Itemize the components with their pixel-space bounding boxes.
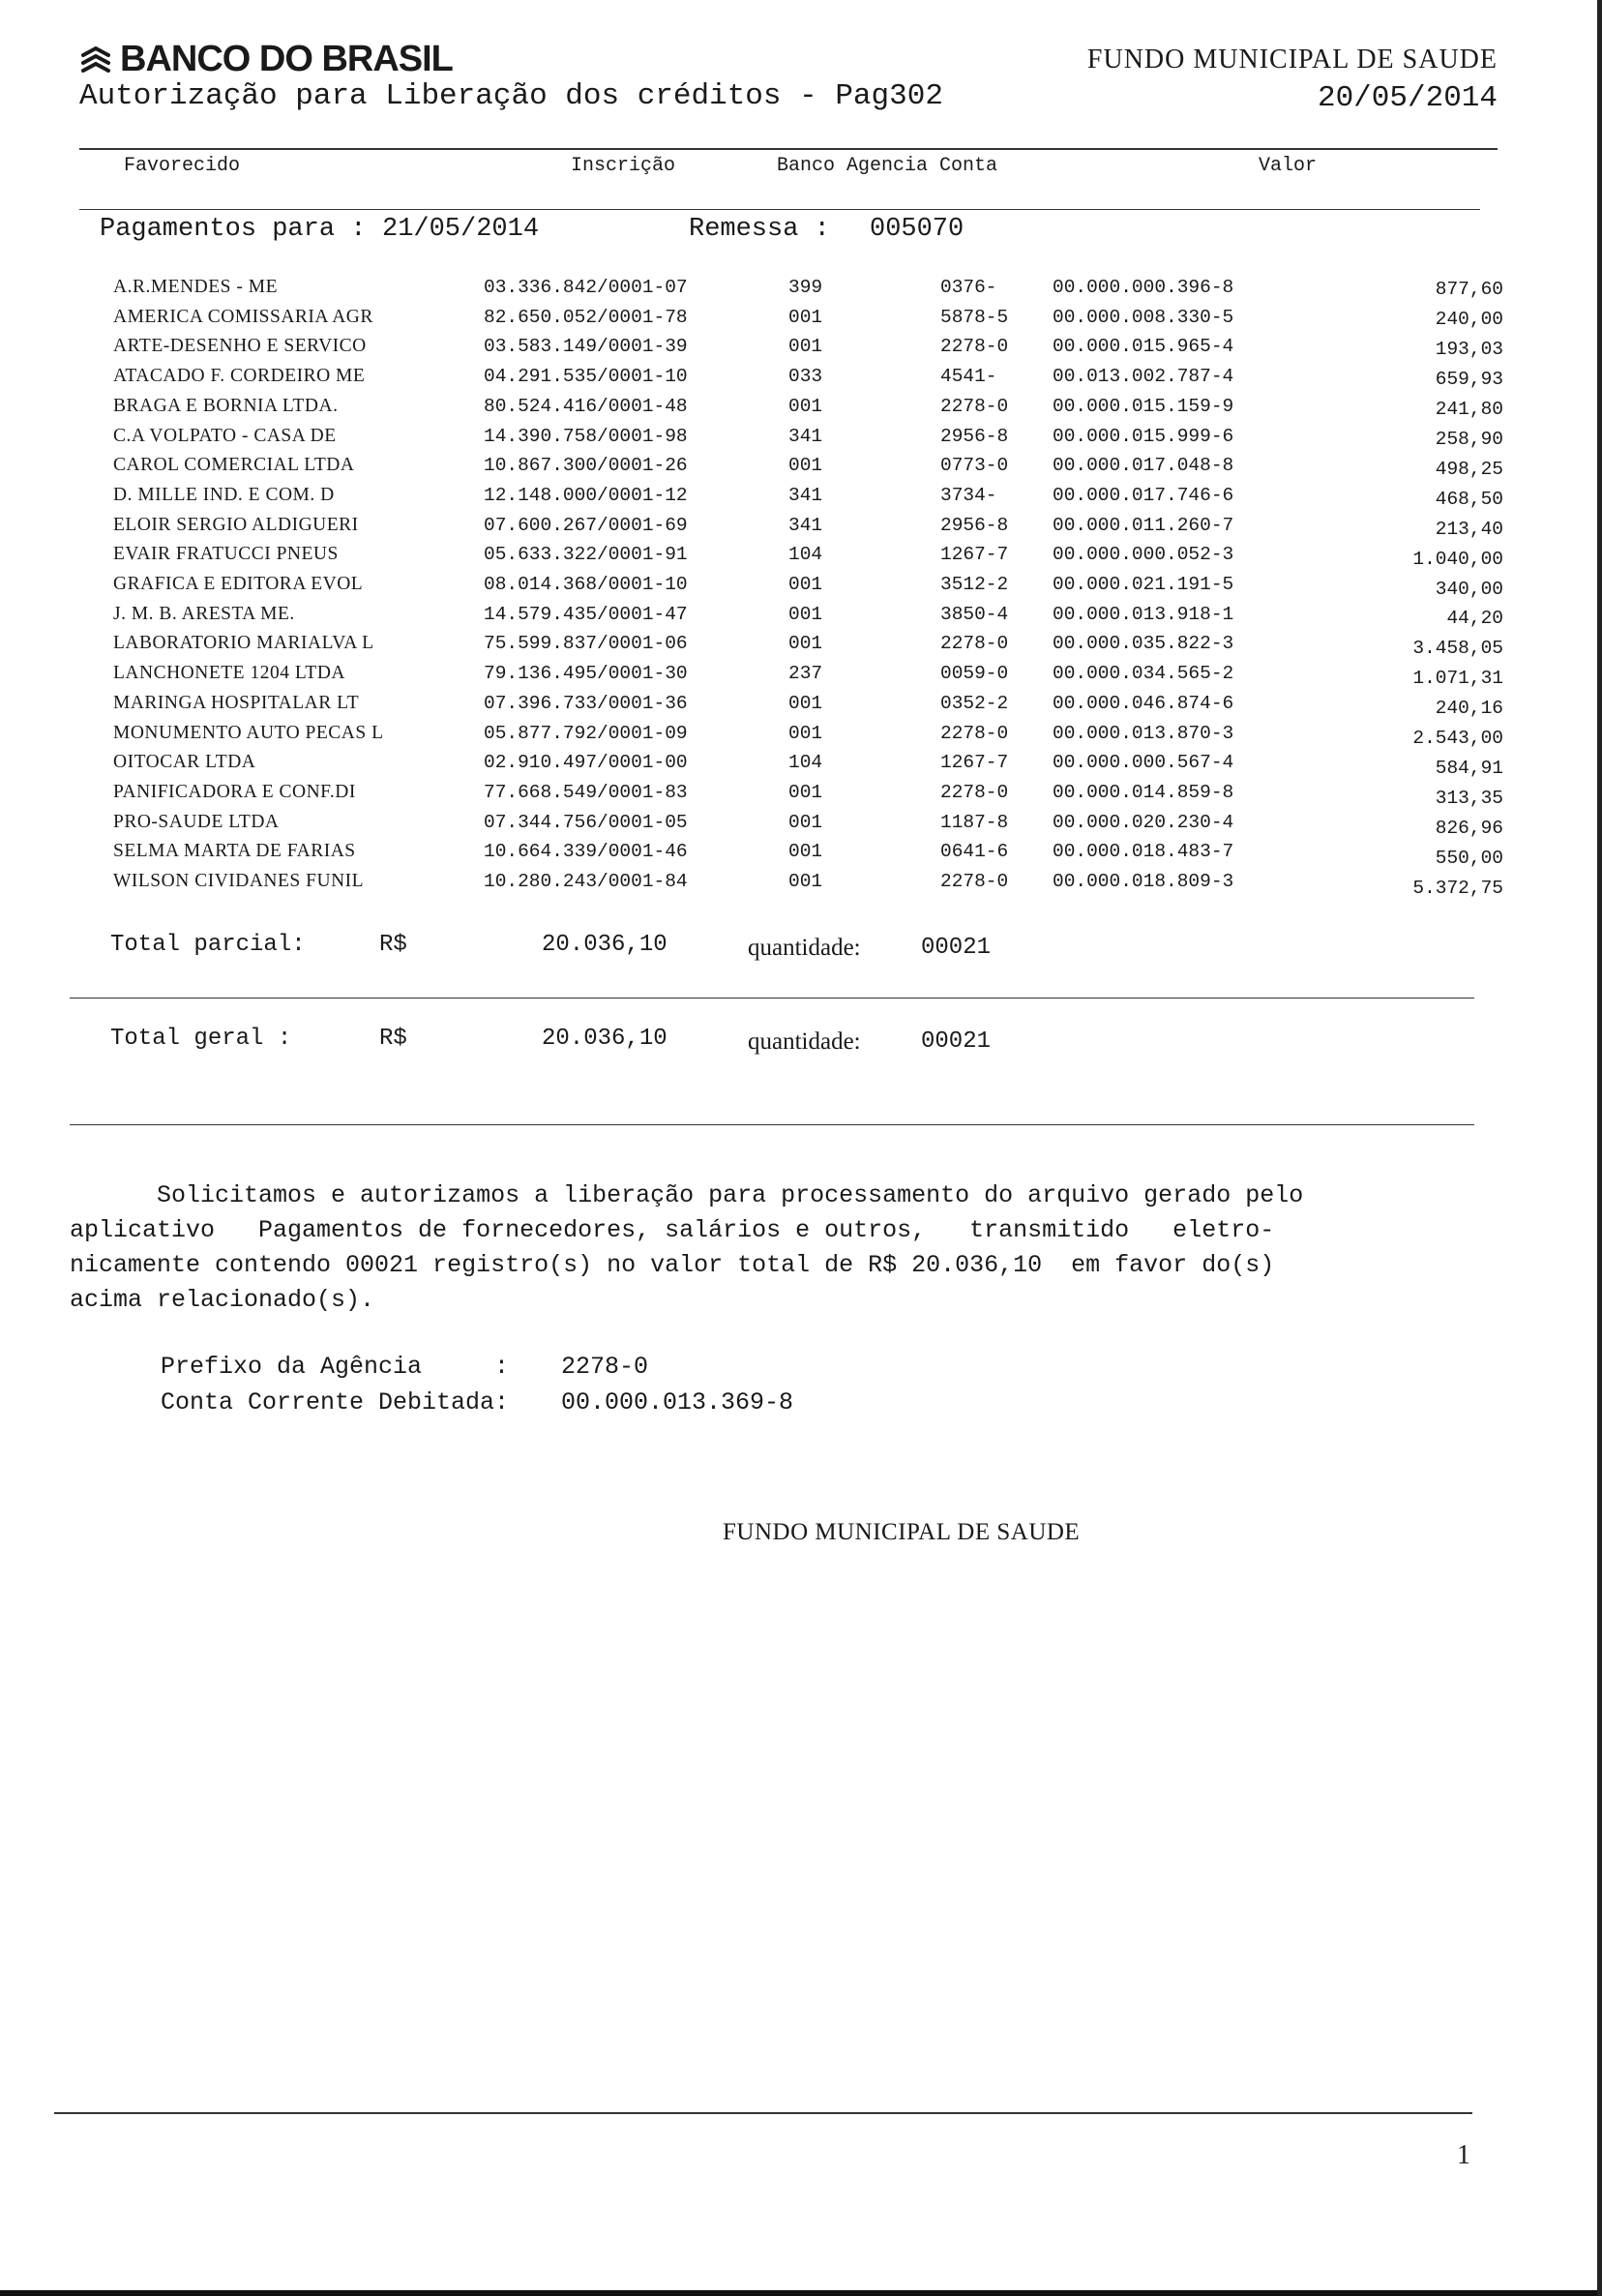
cell-cnpj: 14.579.435/0001-47 — [484, 603, 688, 625]
cell-cnpj: 07.600.267/0001-69 — [484, 514, 688, 536]
cell-banco: 001 — [788, 574, 823, 595]
cell-cnpj: 80.524.416/0001-48 — [484, 395, 688, 417]
cell-valor: 5.372,75 — [1412, 878, 1503, 899]
total-parcial-label: Total parcial: — [110, 932, 306, 958]
cell-cnpj: 75.599.837/0001-06 — [484, 633, 688, 655]
cell-name: BRAGA E BORNIA LTDA. — [113, 395, 339, 416]
cell-conta: 00.000.018.483-7 — [1053, 841, 1234, 863]
pagamentos-label: Pagamentos para : — [100, 215, 367, 244]
table-row — [0, 752, 1602, 782]
cell-conta: 00.000.000.396-8 — [1053, 277, 1234, 298]
table-row — [0, 455, 1602, 485]
cell-valor: 498,25 — [1435, 458, 1503, 480]
cell-name: LABORATORIO MARIALVA L — [113, 633, 374, 654]
divider — [70, 998, 1474, 999]
total-geral-quantidade: 00021 — [921, 1029, 992, 1055]
col-header-banco-agencia-conta: Banco Agencia Conta — [777, 155, 998, 177]
cell-name: AMERICA COMISSARIA AGR — [113, 306, 373, 327]
cell-valor: 584,91 — [1435, 758, 1503, 780]
cell-cnpj: 82.650.052/0001-78 — [484, 306, 688, 328]
cell-banco: 001 — [788, 871, 823, 892]
cell-name: PANIFICADORA E CONF.DI — [113, 781, 356, 802]
cell-conta: 00.000.014.859-8 — [1053, 781, 1234, 803]
table-row — [0, 812, 1602, 842]
total-geral-amount: 20.036,10 — [542, 1026, 668, 1052]
cell-agencia: 1267-7 — [940, 544, 1009, 566]
cell-valor: 213,40 — [1435, 518, 1503, 540]
cell-cnpj: 05.877.792/0001-09 — [484, 722, 688, 744]
table-row — [0, 515, 1602, 545]
table-row — [0, 663, 1602, 693]
col-header-favorecido: Favorecido — [124, 155, 241, 177]
cell-conta: 00.000.015.965-4 — [1053, 336, 1234, 358]
cell-conta: 00.000.017.746-6 — [1053, 484, 1234, 506]
cell-valor: 240,00 — [1435, 308, 1503, 330]
cell-banco: 001 — [788, 841, 823, 863]
cell-banco: 399 — [788, 277, 823, 298]
table-row — [0, 841, 1602, 871]
cell-valor: 550,00 — [1435, 848, 1503, 870]
cell-valor: 313,35 — [1435, 788, 1503, 810]
cell-cnpj: 04.291.535/0001-10 — [484, 366, 688, 388]
col-header-valor: Valor — [1259, 155, 1318, 177]
cell-cnpj: 08.014.368/0001-10 — [484, 574, 688, 595]
cell-name: OITOCAR LTDA — [113, 752, 256, 773]
cell-cnpj: 05.633.322/0001-91 — [484, 544, 688, 566]
cell-cnpj: 03.583.149/0001-39 — [484, 336, 688, 358]
page-number: 1 — [1457, 2140, 1470, 2170]
cell-cnpj: 12.148.000/0001-12 — [484, 484, 688, 506]
cell-banco: 001 — [788, 692, 823, 714]
cell-valor: 468,50 — [1435, 488, 1503, 510]
cell-cnpj: 79.136.495/0001-30 — [484, 663, 688, 685]
cell-agencia: 4541- — [940, 366, 997, 388]
remessa-label: Remessa : — [689, 215, 830, 244]
col-header-inscricao: Inscrição — [571, 155, 676, 177]
total-parcial-quantidade: 00021 — [921, 935, 992, 961]
cell-agencia: 2278-0 — [940, 395, 1009, 417]
header-org: FUNDO MUNICIPAL DE SAUDE — [1086, 45, 1498, 75]
cell-banco: 104 — [788, 752, 823, 774]
cell-conta: 00.000.020.230-4 — [1053, 811, 1234, 833]
cell-valor: 340,00 — [1435, 578, 1503, 600]
table-row — [0, 693, 1602, 723]
cell-conta: 00.000.034.565-2 — [1053, 663, 1234, 685]
cell-name: MONUMENTO AUTO PECAS L — [113, 722, 384, 743]
table-row — [0, 604, 1602, 634]
cell-conta: 00.000.021.191-5 — [1053, 574, 1234, 595]
cell-valor: 240,16 — [1435, 698, 1503, 720]
cell-agencia: 2278-0 — [940, 336, 1009, 358]
total-parcial-currency: R$ — [379, 932, 407, 958]
cell-name: ATACADO F. CORDEIRO ME — [113, 366, 366, 387]
cell-banco: 001 — [788, 395, 823, 417]
total-geral-quantidade-label: quantidade: — [748, 1029, 861, 1055]
total-parcial-amount: 20.036,10 — [542, 932, 668, 958]
conta-value: 00.000.013.369-8 — [561, 1388, 794, 1416]
total-geral-currency: R$ — [379, 1026, 407, 1052]
table-row — [0, 574, 1602, 604]
table-row — [0, 544, 1602, 574]
remessa-value: 005070 — [870, 215, 964, 244]
cell-cnpj: 10.664.339/0001-46 — [484, 841, 688, 863]
cell-agencia: 0059-0 — [940, 663, 1009, 685]
cell-conta: 00.000.013.870-3 — [1053, 722, 1234, 744]
cell-agencia: 2956-8 — [940, 425, 1009, 447]
cell-name: ELOIR SERGIO ALDIGUERI — [113, 514, 359, 535]
cell-name: WILSON CIVIDANES FUNIL — [113, 871, 365, 891]
authorization-line: aplicativo Pagamentos de fornecedores, salários e outros, transmitido eletro- — [70, 1216, 1275, 1244]
cell-agencia: 1267-7 — [940, 752, 1009, 774]
cell-banco: 001 — [788, 603, 823, 625]
authorization-text — [70, 1178, 1303, 1318]
cell-name: ARTE-DESENHO E SERVICO — [113, 336, 367, 357]
cell-name: PRO-SAUDE LTDA — [113, 811, 280, 832]
cell-valor: 193,03 — [1435, 338, 1503, 360]
cell-valor: 2.543,00 — [1412, 728, 1503, 750]
cell-agencia: 2278-0 — [940, 781, 1009, 803]
table-row — [0, 782, 1602, 812]
prefixo-label: Prefixo da Agência : — [161, 1353, 510, 1381]
cell-conta: 00.000.011.260-7 — [1053, 514, 1234, 536]
cell-cnpj: 07.344.756/0001-05 — [484, 811, 688, 833]
cell-cnpj: 02.910.497/0001-00 — [484, 752, 688, 774]
cell-banco: 033 — [788, 366, 823, 388]
cell-agencia: 0773-0 — [940, 455, 1009, 477]
table-row — [0, 396, 1602, 426]
table-row — [0, 307, 1602, 337]
cell-conta: 00.000.000.567-4 — [1053, 752, 1234, 774]
cell-cnpj: 14.390.758/0001-98 — [484, 425, 688, 447]
cell-agencia: 2278-0 — [940, 633, 1009, 655]
total-geral-label: Total geral : — [110, 1026, 292, 1052]
cell-valor: 1.071,31 — [1412, 668, 1503, 690]
cell-conta: 00.000.046.874-6 — [1053, 692, 1234, 714]
scan-edge — [0, 2290, 1602, 2296]
cell-banco: 341 — [788, 425, 823, 447]
table-row — [0, 366, 1602, 396]
cell-name: MARINGA HOSPITALAR LT — [113, 692, 360, 713]
cell-name: C.A VOLPATO - CASA DE — [113, 425, 337, 446]
divider — [79, 148, 1498, 150]
cell-agencia: 0352-2 — [940, 692, 1009, 714]
cell-cnpj: 10.867.300/0001-26 — [484, 455, 688, 477]
authorization-line: nicamente contendo 00021 registro(s) no valor total de R$ 20.036,10 em favor do(s) — [70, 1251, 1275, 1279]
table-row — [0, 426, 1602, 456]
cell-valor: 241,80 — [1435, 398, 1503, 420]
cell-agencia: 0376- — [940, 277, 997, 298]
bank-name: BANCO DO BRASIL — [120, 39, 453, 79]
cell-banco: 001 — [788, 455, 823, 477]
cell-agencia: 3512-2 — [940, 574, 1009, 595]
cell-conta: 00.000.000.052-3 — [1053, 544, 1234, 566]
cell-agencia: 2278-0 — [940, 722, 1009, 744]
cell-banco: 001 — [788, 306, 823, 328]
cell-name: CAROL COMERCIAL LTDA — [113, 455, 355, 476]
cell-name: J. M. B. ARESTA ME. — [113, 603, 295, 624]
cell-valor: 3.458,05 — [1412, 638, 1503, 660]
cell-cnpj: 77.668.549/0001-83 — [484, 781, 688, 803]
divider — [79, 209, 1480, 210]
cell-conta: 00.000.018.809-3 — [1053, 871, 1234, 892]
table-row — [0, 485, 1602, 515]
cell-banco: 237 — [788, 663, 823, 685]
cell-conta: 00.000.015.999-6 — [1053, 425, 1234, 447]
prefixo-value: 2278-0 — [561, 1353, 649, 1381]
cell-agencia: 5878-5 — [940, 306, 1009, 328]
cell-banco: 341 — [788, 514, 823, 536]
table-row — [0, 277, 1602, 307]
cell-banco: 001 — [788, 781, 823, 803]
cell-valor: 44,20 — [1446, 608, 1503, 630]
cell-name: SELMA MARTA DE FARIAS — [113, 841, 356, 862]
cell-agencia: 1187-8 — [940, 811, 1009, 833]
footer-divider — [54, 2112, 1472, 2114]
cell-cnpj: 07.396.733/0001-36 — [484, 692, 688, 714]
cell-conta: 00.000.008.330-5 — [1053, 306, 1234, 328]
cell-name: EVAIR FRATUCCI PNEUS — [113, 544, 339, 565]
cell-conta: 00.000.015.159-9 — [1053, 395, 1234, 417]
cell-valor: 258,90 — [1435, 428, 1503, 450]
cell-name: GRAFICA E EDITORA EVOL — [113, 574, 364, 594]
table-row — [0, 336, 1602, 366]
cell-valor: 877,60 — [1435, 279, 1503, 300]
authorization-line: acima relacionado(s). — [70, 1286, 375, 1314]
cell-name: D. MILLE IND. E COM. D — [113, 484, 335, 505]
scan-edge — [1597, 0, 1602, 2296]
table-row — [0, 633, 1602, 663]
cell-agencia: 2956-8 — [940, 514, 1009, 536]
cell-agencia: 0641-6 — [940, 841, 1009, 863]
header-date: 20/05/2014 — [1317, 81, 1498, 115]
cell-banco: 001 — [788, 722, 823, 744]
table-row — [0, 723, 1602, 753]
table-row — [0, 871, 1602, 901]
cell-banco: 001 — [788, 336, 823, 358]
cell-banco: 341 — [788, 484, 823, 506]
cell-conta: 00.000.035.822-3 — [1053, 633, 1234, 655]
cell-cnpj: 03.336.842/0001-07 — [484, 277, 688, 298]
pagamentos-date: 21/05/2014 — [382, 215, 540, 244]
cell-banco: 001 — [788, 633, 823, 655]
bank-logo-icon — [79, 44, 112, 76]
cell-name: LANCHONETE 1204 LTDA — [113, 663, 346, 684]
cell-conta: 00.013.002.787-4 — [1053, 366, 1234, 388]
cell-agencia: 2278-0 — [940, 871, 1009, 892]
cell-name: A.R.MENDES - ME — [113, 277, 279, 297]
signature-org: FUNDO MUNICIPAL DE SAUDE — [723, 1519, 1081, 1545]
conta-label: Conta Corrente Debitada: — [161, 1388, 510, 1416]
cell-cnpj: 10.280.243/0001-84 — [484, 871, 688, 892]
bank-logo — [79, 39, 453, 80]
document-title: Autorização para Liberação dos créditos - Pag302 — [79, 79, 943, 113]
cell-banco: 104 — [788, 544, 823, 566]
cell-valor: 659,93 — [1435, 368, 1503, 390]
cell-agencia: 3850-4 — [940, 603, 1009, 625]
cell-valor: 826,96 — [1435, 818, 1503, 840]
total-parcial-quantidade-label: quantidade: — [748, 935, 861, 961]
cell-valor: 1.040,00 — [1412, 548, 1503, 570]
cell-conta: 00.000.013.918-1 — [1053, 603, 1234, 625]
cell-banco: 001 — [788, 811, 823, 833]
divider — [70, 1124, 1474, 1125]
authorization-line: Solicitamos e autorizamos a liberação para processamento do arquivo gerado pelo — [70, 1181, 1304, 1209]
cell-conta: 00.000.017.048-8 — [1053, 455, 1234, 477]
cell-agencia: 3734- — [940, 484, 997, 506]
